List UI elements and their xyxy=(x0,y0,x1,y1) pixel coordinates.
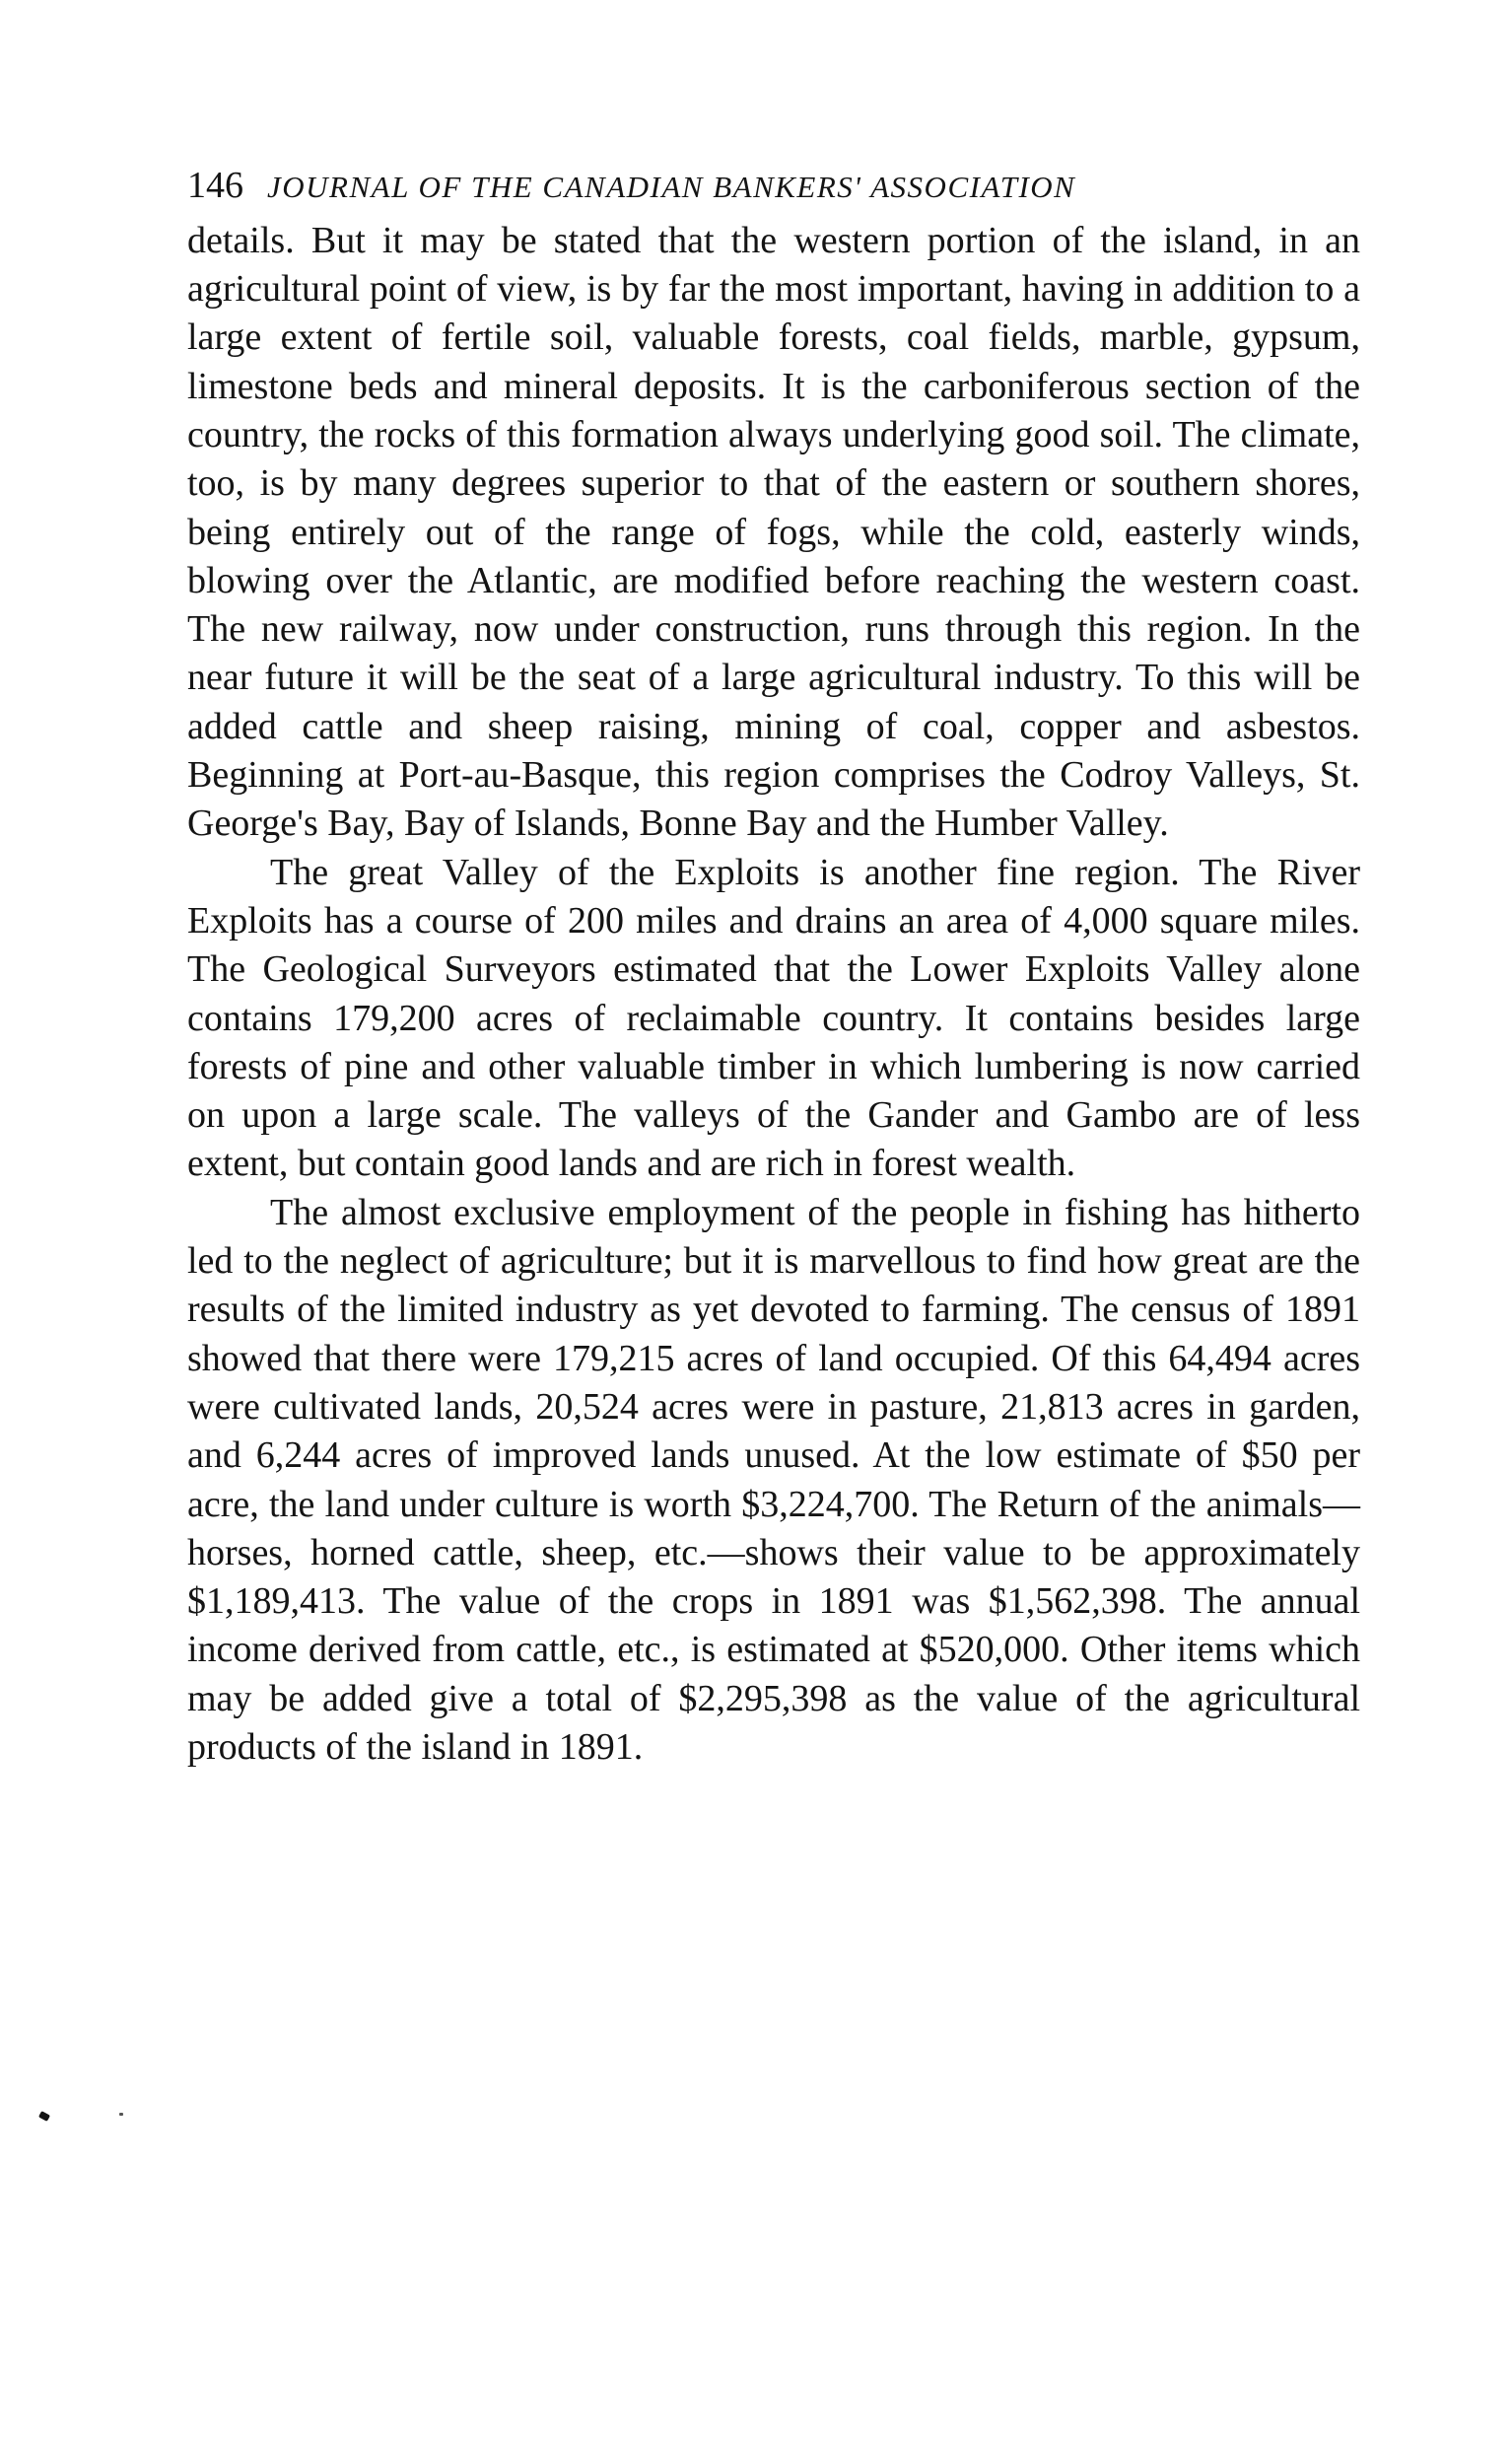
body-text xyxy=(187,217,1360,1773)
paragraph-agriculture-statistics: The almost exclusive employment of the people in fishing has hitherto led to the neglect of agriculture; but it is marvellous to find how great are the results of the limited industry as yet devoted to farming. The census of 1891 showed that there were 179,215 acres of land occupied. Of this 64,494 acres were cultivated lands, 20,524 acres were in pasture, 21,813 acres in garden, and 6,244 acres of improved lands unused. At the low estimate of $50 per acre, the land under culture is worth $3,224,700. The Return of the animals—horses, horned cattle, sheep, etc.—shows their value to be approximately $1,189,413. The value of the crops in 1891 was $1,562,398. The annual income derived from cattle, etc., is estimated at $520,000. Other items which may be added give a total of $2,295,398 as the value of the agricultural products of the island in 1891. xyxy=(187,1191,1360,1768)
paragraph-exploits-valley: The great Valley of the Exploits is another fine region. The River Exploits has a course of 200 miles and drains an area of 4,000 square miles. The Geological Surveyors estimated that the Lower Exploits Valley alone contains 179,200 acres of reclaimable country. It contains besides large forests of pine and other valuable timber in which lumbering is now carried on upon a large scale. The valleys of the Gander and Gambo are of less extent, but contain good lands and are rich in forest wealth. xyxy=(187,851,1360,1185)
paragraph-western-portion: details. But it may be stated that the western portion of the island, in an agricultural point of view, is by far the most important, having in addition to a large extent of fertile soil, valuable forests, coal fields, marble, gypsum, limestone beds and mineral deposits. It is the carboniferous section of the country, the rocks of this formation always underlying good soil. The climate, too, is by many degrees superior to that of the eastern or southern shores, being entirely out of the range of fogs, while the cold, easterly winds, blowing over the Atlantic, are modified before reaching the western coast. The new railway, now under construction, runs through this region. In the near future it will be the seat of a large agricultural industry. To this will be added cattle and sheep raising, mining of coal, copper and asbestos. Beginning at Port-au-Basque, this region comprises the Codroy Valleys, St. George's Bay, Bay of Islands, Bonne Bay and the Humber Valley. xyxy=(187,219,1360,845)
running-head xyxy=(187,166,1360,207)
page-number: 146 xyxy=(187,165,243,206)
margin-ink-dot xyxy=(119,2113,123,2116)
margin-ink-mark xyxy=(38,2111,50,2122)
journal-title: JOURNAL OF THE CANADIAN BANKERS' ASSOCIATION xyxy=(267,170,1076,204)
book-page xyxy=(187,166,1360,1772)
